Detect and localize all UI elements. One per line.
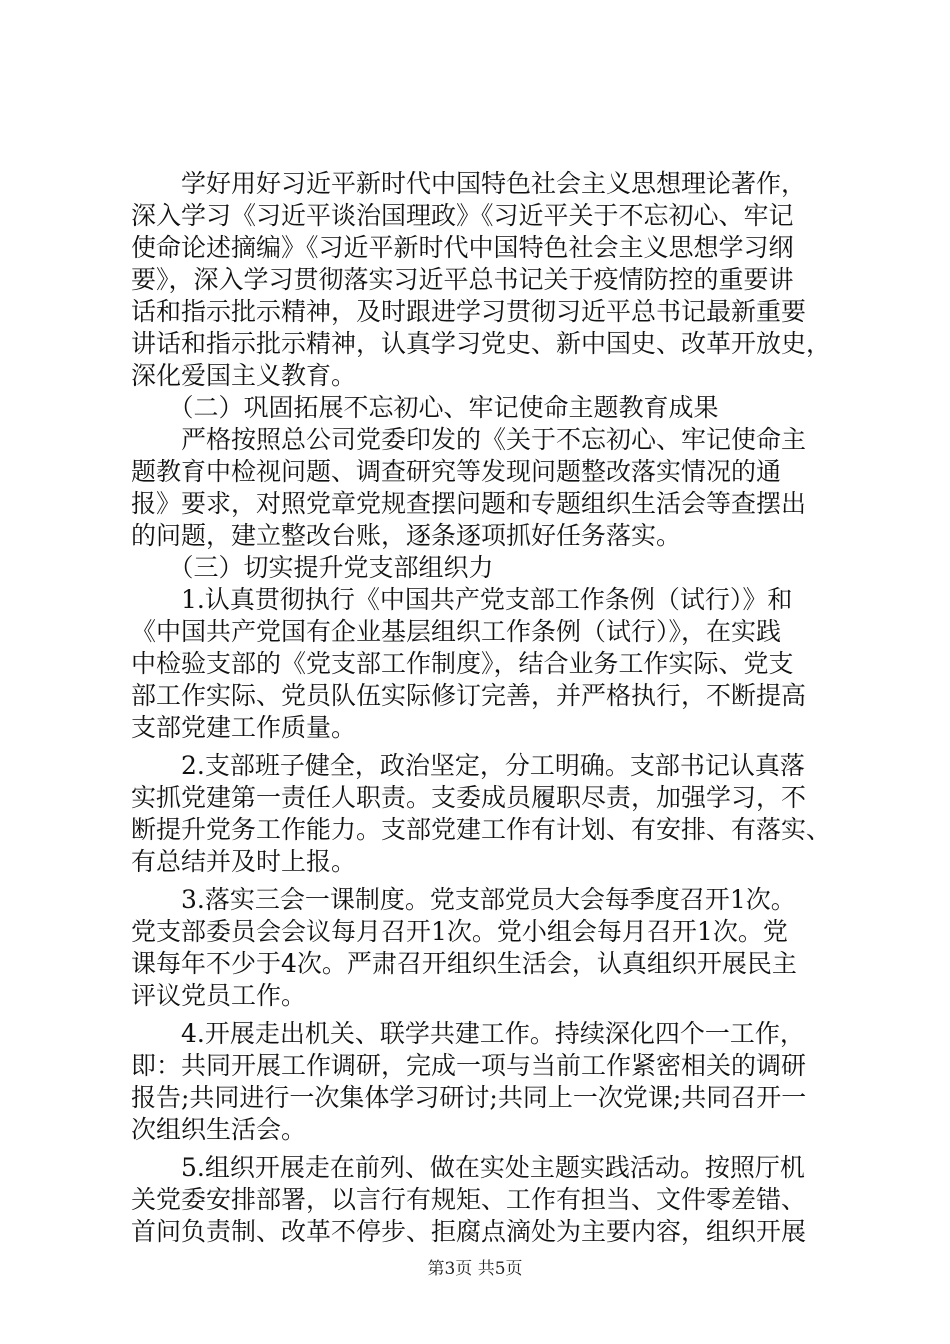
body-line: 即：共同开展工作调研，完成一项与当前工作紧密相关的调研 [131, 1051, 807, 1080]
section-heading: （三）切实提升党支部组织力 [131, 553, 494, 582]
body-line: 5.组织开展走在前列、做在实处主题实践活动。按照厅机 [131, 1153, 805, 1182]
body-line: 题教育中检视问题、调查研究等发现问题整改落实情况的通 [131, 457, 782, 486]
body-line: 讲话和指示批示精神，认真学习党史、新中国史、改革开放史， [131, 329, 832, 358]
body-line: 首问负责制、改革不停步、拒腐点滴处为主要内容，组织开展 [131, 1217, 807, 1246]
body-line: 次组织生活会。 [131, 1115, 307, 1144]
body-line: 话和指示批示精神，及时跟进学习贯彻习近平总书记最新重要 [131, 297, 807, 326]
body-line: 报告;共同进行一次集体学习研讨;共同上一次党课;共同召开一 [131, 1083, 807, 1112]
body-line: 党支部委员会会议每月召开1次。党小组会每月召开1次。党 [131, 917, 788, 946]
body-line: 深入学习《习近平谈治国理政》《习近平关于不忘初心、牢记 [131, 201, 794, 230]
body-line: 部工作实际、党员队伍实际修订完善，并严格执行，不断提高 [131, 681, 807, 710]
body-line: 有总结并及时上报。 [131, 847, 357, 876]
body-line: 《中国共产党国有企业基层组织工作条例（试行）》，在实践 [131, 617, 782, 646]
page-footer: 第3页 共5页 [427, 1259, 523, 1279]
body-line: 支部党建工作质量。 [131, 713, 357, 742]
body-line: 报》要求，对照党章党规查摆问题和专题组织生活会等查摆出 [131, 489, 807, 518]
body-line: 课每年不少于4次。严肃召开组织生活会，认真组织开展民主 [131, 949, 797, 978]
body-line: 使命论述摘编》《习近平新时代中国特色社会主义思想学习纲 [131, 233, 794, 262]
body-line: 严格按照总公司党委印发的《关于不忘初心、牢记使命主 [131, 425, 807, 454]
body-line: 关党委安排部署，以言行有规矩、工作有担当、文件零差错、 [131, 1185, 807, 1214]
body-line: 评议党员工作。 [131, 981, 307, 1010]
body-line: 深化爱国主义教育。 [131, 361, 357, 390]
body-line: 实抓党建第一责任人职责。支委成员履职尽责，加强学习，不 [131, 783, 807, 812]
body-line: 3.落实三会一课制度。党支部党员大会每季度召开1次。 [131, 885, 796, 914]
body-line: 1.认真贯彻执行《中国共产党支部工作条例（试行）》和 [131, 585, 793, 614]
section-heading: （二）巩固拓展不忘初心、牢记使命主题教育成果 [131, 393, 719, 422]
body-line: 断提升党务工作能力。支部党建工作有计划、有安排、有落实、 [131, 815, 832, 844]
body-line: 学好用好习近平新时代中国特色社会主义思想理论著作， [131, 169, 807, 198]
body-line: 4.开展走出机关、联学共建工作。持续深化四个一工作， [131, 1019, 805, 1048]
body-line: 2.支部班子健全，政治坚定，分工明确。支部书记认真落 [131, 751, 805, 780]
body-line: 要》，深入学习贯彻落实习近平总书记关于疫情防控的重要讲 [131, 265, 794, 294]
body-line: 中检验支部的《党支部工作制度》，结合业务工作实际、党支 [131, 649, 794, 678]
body-line: 的问题，建立整改台账，逐条逐项抓好任务落实。 [131, 521, 682, 550]
document-body [131, 168, 831, 1248]
